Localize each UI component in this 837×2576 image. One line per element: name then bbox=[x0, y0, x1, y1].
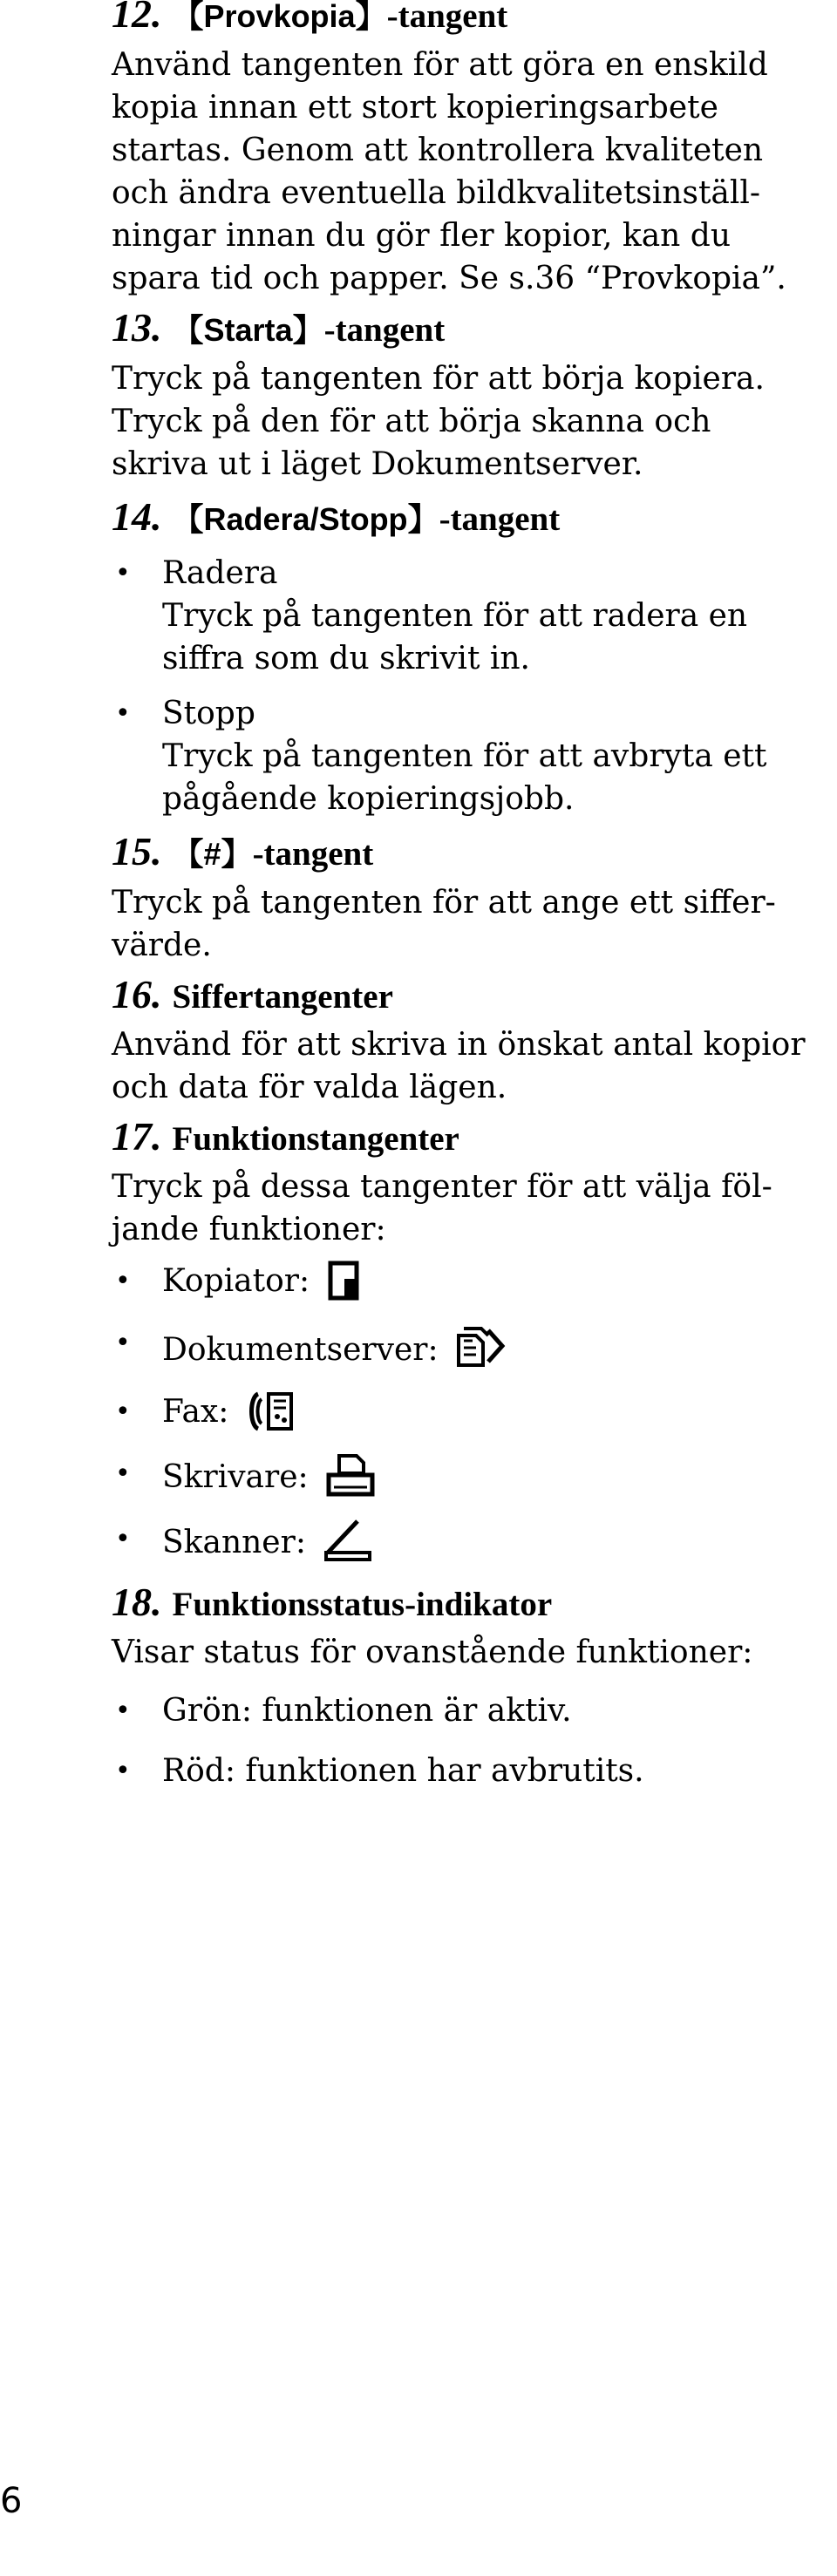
function-label: Skrivare: bbox=[162, 1459, 309, 1495]
section-17 bbox=[112, 1114, 809, 1574]
list-item bbox=[112, 552, 809, 680]
key-suffix: -tangent bbox=[323, 311, 446, 349]
section-number: 15. bbox=[112, 829, 162, 873]
bullet-list bbox=[112, 1689, 809, 1792]
key-bracket-close: 】 bbox=[221, 837, 253, 873]
section-heading bbox=[112, 494, 809, 540]
copier-icon bbox=[327, 1260, 360, 1313]
section-heading bbox=[112, 0, 809, 37]
section-16 bbox=[112, 972, 809, 1109]
section-body: Använd för att skriva in önskat antal kopior och data för valda lägen. bbox=[112, 1027, 806, 1105]
section-15 bbox=[112, 829, 809, 967]
function-item-document-server bbox=[112, 1322, 809, 1382]
section-14 bbox=[112, 494, 809, 820]
key-bracket-open: 【 bbox=[172, 313, 204, 349]
section-body: Tryck på tangenten för att börja kopiera. Tryck på den för att börja skanna och skriva ut i läget Dokumentserver. bbox=[112, 361, 765, 482]
section-title: Siffertangenter bbox=[172, 978, 393, 1016]
function-list bbox=[112, 1260, 809, 1574]
key-name: Starta bbox=[203, 312, 293, 348]
section-number: 17. bbox=[112, 1114, 162, 1159]
section-number: 18. bbox=[112, 1580, 162, 1624]
key-bracket-open: 【 bbox=[172, 837, 204, 873]
manual-page bbox=[112, 0, 809, 1805]
key-bracket-close: 】 bbox=[355, 0, 387, 35]
section-13 bbox=[112, 305, 809, 486]
key-bracket-open: 【 bbox=[172, 502, 204, 538]
section-heading bbox=[112, 1580, 809, 1624]
section-body: Visar status för ovanstående funktioner: bbox=[112, 1635, 753, 1670]
section-12 bbox=[112, 0, 809, 300]
function-item-printer bbox=[112, 1452, 809, 1509]
function-label: Dokumentserver: bbox=[162, 1332, 439, 1368]
section-heading bbox=[112, 1114, 809, 1159]
list-item-label: • Radera bbox=[162, 555, 278, 591]
section-heading bbox=[112, 972, 809, 1016]
printer-icon bbox=[325, 1452, 376, 1509]
key-bracket-open: 【 bbox=[172, 0, 204, 35]
list-item-label: • Stopp bbox=[162, 696, 255, 731]
function-label: Fax: bbox=[162, 1394, 229, 1430]
function-item-copier bbox=[112, 1260, 809, 1313]
section-heading bbox=[112, 305, 809, 350]
section-heading bbox=[112, 829, 809, 874]
scanner-icon bbox=[323, 1518, 373, 1574]
section-title: Funktionstangenter bbox=[172, 1120, 459, 1158]
list-item bbox=[112, 1750, 809, 1792]
list-item-text: Röd: funktionen har avbrutits. bbox=[162, 1753, 644, 1789]
key-suffix: -tangent bbox=[252, 835, 374, 873]
key-suffix: -tangent bbox=[386, 0, 508, 35]
function-item-fax bbox=[112, 1390, 809, 1444]
function-label: Skanner: bbox=[162, 1525, 306, 1560]
page-number: 6 bbox=[0, 2481, 23, 2521]
function-item-scanner bbox=[112, 1518, 809, 1574]
list-item bbox=[112, 1689, 809, 1732]
section-number: 12. bbox=[112, 0, 162, 36]
list-item bbox=[112, 692, 809, 820]
function-label: Kopiator: bbox=[162, 1263, 310, 1299]
section-body: Använd tangenten för att göra en enskild kopia innan ett stort kopieringsarbete startas. Genom att kontrollera kvaliteten och ändra eventuella bildkvalitetsinställningar innan du gör fler kopior, kan du spara tid och papper. Se s.36 “Provkopia”. bbox=[112, 47, 786, 296]
section-body: Tryck på dessa tangenter för att välja följande funktioner: bbox=[112, 1169, 772, 1247]
section-18 bbox=[112, 1580, 809, 1792]
document-server-icon bbox=[455, 1322, 506, 1382]
key-bracket-close: 】 bbox=[292, 313, 324, 349]
key-name: Provkopia bbox=[203, 0, 356, 34]
section-number: 16. bbox=[112, 972, 162, 1016]
section-title: Funktionsstatus-indikator bbox=[172, 1586, 553, 1623]
list-item-text: Tryck på tangenten för att radera en siffra som du skrivit in. bbox=[162, 598, 748, 676]
fax-icon bbox=[246, 1390, 295, 1444]
bullet-list bbox=[112, 552, 809, 820]
key-name: # bbox=[203, 836, 221, 872]
key-name: Radera/Stopp bbox=[203, 501, 408, 537]
key-suffix: -tangent bbox=[439, 500, 561, 538]
section-number: 13. bbox=[112, 305, 162, 350]
list-item-text: Grön: funktionen är aktiv. bbox=[162, 1693, 572, 1729]
key-bracket-close: 】 bbox=[407, 502, 439, 538]
section-body: Tryck på tangenten för att ange ett siffervärde. bbox=[112, 885, 776, 963]
list-item-text: Tryck på tangenten för att avbryta ett pågående kopieringsjobb. bbox=[162, 738, 767, 817]
section-number: 14. bbox=[112, 494, 162, 539]
